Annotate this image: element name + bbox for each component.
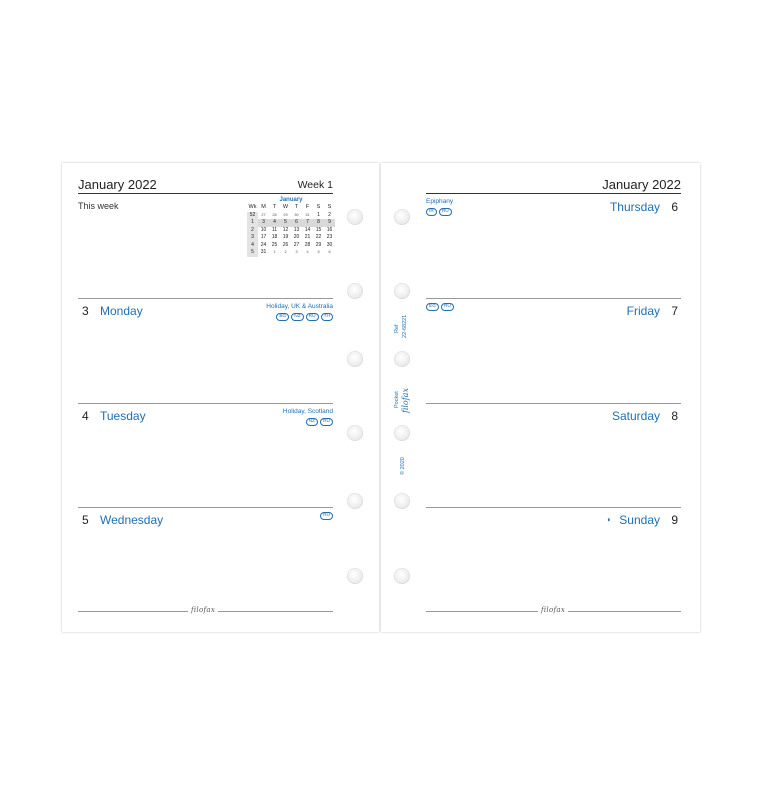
cal-day: 28	[272, 212, 277, 217]
punch-hole	[394, 568, 410, 584]
cal-day: 30	[326, 241, 333, 248]
cal-day: 1	[317, 211, 320, 218]
cal-day: 31	[305, 212, 310, 217]
brand-logo: filofax	[538, 606, 568, 614]
day-number: 7	[671, 304, 678, 318]
cal-day: 12	[282, 226, 289, 233]
cal-day: 4	[269, 219, 280, 227]
cal-header: M	[261, 204, 266, 210]
this-week-label: This week	[78, 201, 119, 211]
cal-week-number: 4	[247, 242, 258, 250]
day-name: Sunday	[619, 513, 660, 527]
punch-hole	[394, 425, 410, 441]
moon-phase-icon: ◐	[607, 515, 612, 524]
cal-week-number: 5	[247, 249, 258, 257]
cal-day: 21	[304, 234, 311, 240]
left-header-rule	[78, 193, 333, 194]
cal-day: 27	[261, 212, 266, 217]
punch-hole	[347, 493, 363, 509]
spine-brand-logo: filofax	[401, 388, 410, 413]
cal-day: 6	[328, 250, 331, 254]
cal-week-number: 52	[247, 212, 258, 220]
cal-week-number: 3	[247, 234, 258, 242]
day-number: 8	[671, 409, 678, 423]
day-number: 5	[82, 513, 89, 527]
day-name: Tuesday	[100, 409, 146, 423]
day-rule	[426, 403, 681, 404]
cal-week-number: 1	[247, 219, 258, 227]
punch-hole	[394, 351, 410, 367]
day-name: Monday	[100, 304, 143, 318]
cal-day: 8	[313, 219, 324, 227]
cal-day: 11	[271, 226, 278, 233]
cal-day: 14	[304, 226, 311, 233]
planner-spread	[62, 163, 700, 632]
day-name: Thursday	[609, 200, 660, 214]
cal-day: 6	[291, 219, 302, 227]
country-badge: RU	[320, 512, 333, 520]
left-page	[62, 163, 379, 632]
cal-day: 9	[324, 219, 335, 227]
cal-day: 19	[282, 234, 289, 240]
cal-day: 5	[280, 219, 291, 227]
punch-hole	[347, 351, 363, 367]
country-badge: EG	[426, 303, 439, 311]
day-number: 9	[671, 513, 678, 527]
cal-day: 30	[294, 212, 299, 217]
cal-day: 4	[306, 250, 309, 254]
cal-day: 29	[315, 241, 322, 248]
punch-hole	[394, 283, 410, 299]
cal-header: Wk	[248, 204, 257, 210]
cal-week-number: 2	[247, 227, 258, 235]
cal-day: 22	[315, 234, 322, 240]
cal-day: 17	[260, 234, 267, 240]
cal-day: 3	[258, 219, 269, 227]
cal-day: 16	[326, 226, 333, 233]
cal-day: 13	[293, 226, 300, 233]
cal-day: 26	[282, 241, 289, 248]
country-badge: RU	[439, 208, 452, 216]
cal-day: 25	[271, 241, 278, 248]
country-badge: BG	[276, 313, 289, 321]
cal-day: 2	[284, 250, 287, 254]
cal-header: T	[294, 204, 299, 210]
day-name: Saturday	[611, 409, 660, 423]
cal-day: 15	[315, 226, 322, 233]
country-badge: TH	[321, 313, 333, 321]
mini-calendar-grid	[247, 204, 335, 257]
cal-day: 20	[293, 234, 300, 240]
cal-header: F	[305, 204, 310, 210]
cal-day: 24	[260, 241, 267, 248]
holiday-note: Holiday, Scotland	[282, 408, 333, 415]
mini-calendar-month: January	[279, 197, 303, 203]
punch-hole	[394, 209, 410, 225]
size-label: Pocket	[394, 391, 400, 408]
punch-hole	[394, 493, 410, 509]
country-badge: RU	[306, 313, 319, 321]
cal-header: S	[316, 204, 321, 210]
cal-day: 29	[283, 212, 288, 217]
day-number: 6	[671, 200, 678, 214]
punch-hole	[347, 283, 363, 299]
punch-hole	[347, 209, 363, 225]
punch-hole	[347, 425, 363, 441]
day-name: Wednesday	[100, 513, 164, 527]
day-number: 4	[82, 409, 89, 423]
cal-day: 1	[273, 250, 276, 254]
holiday-note: Epiphany	[426, 198, 454, 205]
ref-label: Ref	[394, 324, 400, 333]
country-badges	[426, 303, 454, 311]
cal-header: S	[327, 204, 332, 210]
copyright: © 2020	[400, 457, 406, 475]
day-rule	[426, 507, 681, 508]
day-rule	[78, 298, 333, 299]
country-badges	[426, 208, 452, 216]
day-rule	[78, 403, 333, 404]
country-badge: NZ	[291, 313, 303, 321]
cal-day: 27	[293, 241, 300, 248]
right-header-rule	[426, 193, 681, 194]
country-badge: RU	[441, 303, 454, 311]
country-badges	[306, 418, 333, 426]
day-name: Friday	[626, 304, 660, 318]
holiday-note: Holiday, UK & Australia	[266, 303, 333, 310]
right-month-title: January 2022	[602, 177, 681, 192]
right-page	[381, 163, 700, 632]
ref-code: 22-68221	[402, 314, 408, 338]
day-rule	[426, 298, 681, 299]
cal-day: 18	[271, 234, 278, 240]
cal-day: 7	[302, 219, 313, 227]
brand-logo: filofax	[188, 606, 218, 614]
day-number: 3	[82, 304, 89, 318]
cal-day: 5	[317, 250, 320, 254]
cal-day: 28	[304, 241, 311, 248]
cal-day: 2	[328, 211, 331, 218]
country-badge: NZ	[306, 418, 318, 426]
mini-calendar	[247, 197, 335, 257]
week-label: Week 1	[297, 179, 333, 191]
cal-day: 3	[295, 250, 298, 254]
cal-header: W	[282, 204, 289, 210]
punch-hole	[347, 568, 363, 584]
cal-day: 31	[260, 249, 267, 255]
cal-day: 10	[260, 226, 267, 233]
cal-header: T	[272, 204, 277, 210]
country-badge: RU	[320, 418, 333, 426]
left-month-title: January 2022	[78, 177, 157, 192]
day-rule	[78, 507, 333, 508]
country-badge: IR	[426, 208, 437, 216]
country-badges	[320, 512, 333, 520]
cal-day: 23	[326, 234, 333, 240]
country-badges	[276, 313, 333, 321]
